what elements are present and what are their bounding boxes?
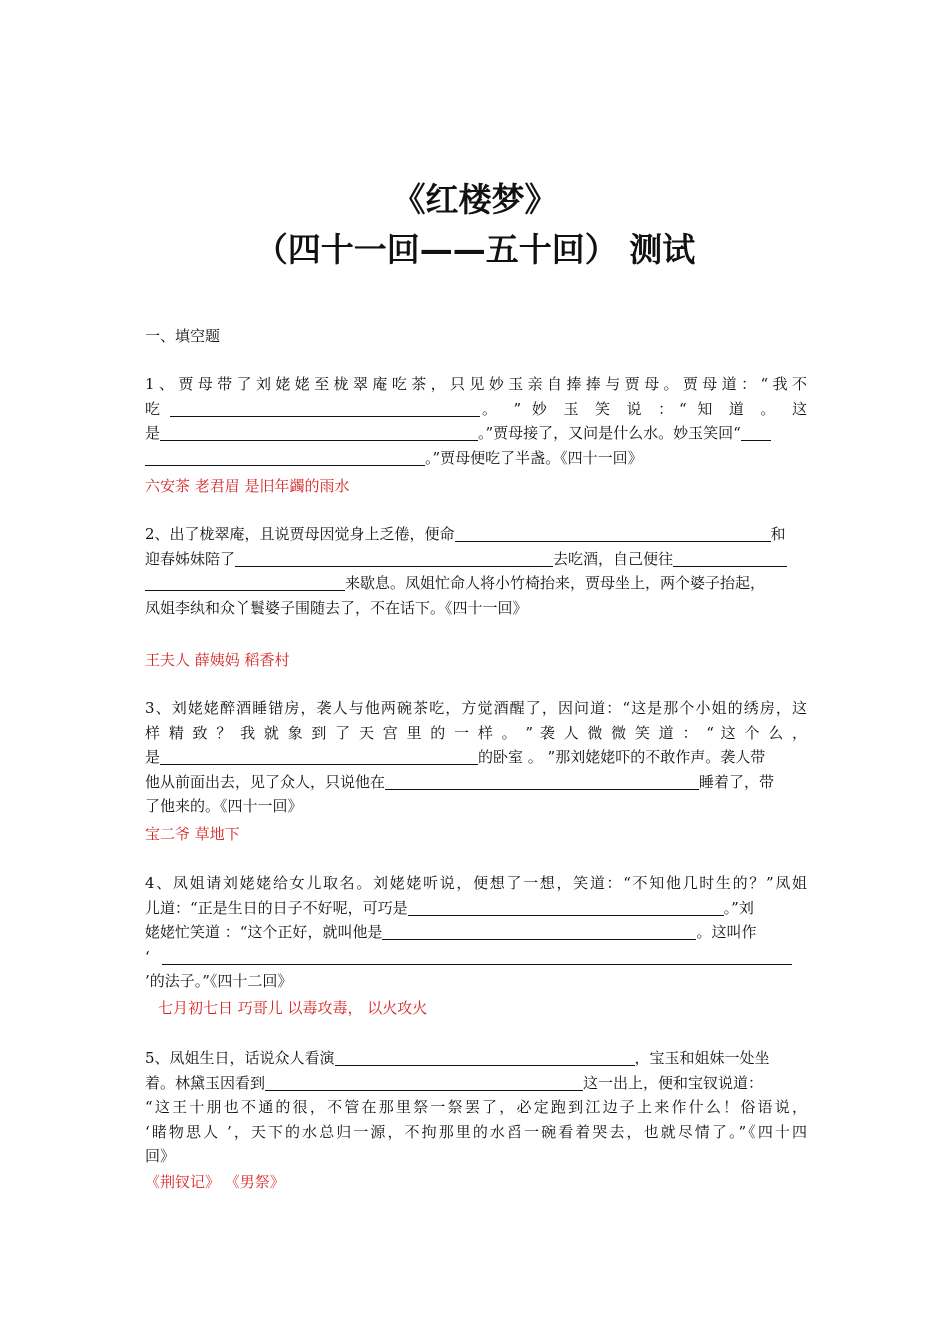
- question-text: 5、凤姐生日，话说众人看演: [145, 1049, 335, 1067]
- question-text: “这王十朋也不通的很，不管在那里祭一祭罢了，必定跑到江边子上来作什么！俗语说，: [145, 1098, 807, 1116]
- answer-key-2: 王夫人 薛姨妈 稻香村: [145, 651, 290, 669]
- question-text: ’的法子。”《四十二回》: [145, 972, 293, 990]
- question-text: 是: [145, 424, 161, 442]
- question-text: 了他来的。《四十一回》: [145, 797, 303, 815]
- answer-blank[interactable]: [673, 550, 787, 567]
- question-text: 儿道：“正是生日的日子不好呢，可巧是: [145, 898, 408, 917]
- question-text: 回》: [145, 1147, 176, 1165]
- question-text: 凤姐李纨和众丫鬟婆子围随去了，不在话下。《四十一回》: [145, 598, 528, 617]
- answer-blank[interactable]: [160, 424, 478, 441]
- answer-blank[interactable]: [160, 748, 478, 765]
- answer-blank[interactable]: [455, 525, 771, 542]
- title-line-1: 《红楼梦》: [392, 180, 558, 219]
- question-text: 1、贾母带了刘姥姥至栊翠庵吃茶，只见妙玉亲自捧捧与贾母。贾母道：“我不: [145, 375, 807, 393]
- answer-blank[interactable]: [235, 550, 553, 567]
- question-text: 他从前面出去，见了众人，只说他在: [145, 772, 386, 791]
- answer-blank[interactable]: [382, 923, 696, 940]
- answer-blank[interactable]: [145, 574, 345, 591]
- question-text: 姥姥忙笑道 ：“这个正好，就叫他是: [145, 923, 383, 941]
- section-heading: 一、填空题: [145, 327, 221, 345]
- question-text: 4、凤姐请刘姥姥给女儿取名。刘姥姥听说，便想了一想，笑道：“不知他几时生的？”凤姐: [145, 874, 807, 892]
- question-5: [145, 1046, 807, 1169]
- question-text: 。”刘: [723, 898, 754, 917]
- answer-blank[interactable]: [145, 449, 425, 466]
- question-text: 的卧室 。 ”那刘姥姥吓的不敢作声。袭人带: [478, 748, 766, 766]
- answer-key-5: 《荆钗记》 《男祭》: [145, 1173, 285, 1191]
- title-line-2: （四十一回——五十回） 测试: [254, 230, 696, 269]
- question-text: 2、出了栊翠庵，且说贾母因觉身上乏倦，便命: [145, 525, 455, 543]
- question-text: ‘: [145, 947, 150, 966]
- answer-key-1: 六安茶 老君眉 是旧年蠲的雨水: [145, 477, 350, 495]
- question-text: 睡着了，带: [699, 772, 775, 791]
- question-text: 着。林黛玉因看到: [145, 1073, 266, 1092]
- question-text: 去吃酒，自己便往: [553, 549, 674, 568]
- answer-blank[interactable]: [170, 400, 480, 417]
- question-text: ，宝玉和姐妹一处坐: [634, 1049, 770, 1067]
- answer-key-3: 宝二爷 草地下: [145, 825, 240, 843]
- question-text: 这一出上，便和宝钗说道：: [583, 1073, 764, 1092]
- question-text: 和: [770, 525, 786, 543]
- question-text: 样 精 致 ？ 我 就 象 到 了 天 宫 里 的 一 样 。 ” 袭 人 微 微 笑 道 ： “ 这 个 么 ，: [145, 723, 807, 742]
- answer-blank[interactable]: [408, 899, 724, 916]
- question-2: [145, 522, 807, 620]
- answer-blank[interactable]: [741, 424, 771, 441]
- question-text: ‘睹物思人 ’，天下的水总归一源，不拘那里的水舀一碗看着哭去，也就尽情了。”《四十四: [145, 1122, 807, 1141]
- question-text: 。这叫作: [696, 923, 757, 941]
- question-text: 迎春姊妹陪了: [145, 549, 236, 568]
- question-3: [145, 696, 807, 819]
- answer-blank[interactable]: [162, 948, 792, 965]
- answer-key-4: 七月初七日 巧哥儿 以毒攻毒， 以火攻火: [158, 999, 428, 1017]
- question-4: [145, 871, 807, 994]
- answer-blank[interactable]: [385, 773, 699, 790]
- question-text: 3、刘姥姥醉酒睡错房，袭人与他两碗茶吃，方觉酒醒了，因问道：“这是那个小姐的绣房，这: [145, 699, 807, 717]
- answer-blank[interactable]: [335, 1049, 635, 1066]
- question-text: 来歇息。凤姐忙命人将小竹椅抬来，贾母坐上，两个婆子抬起，: [345, 574, 766, 592]
- question-text: 。 ” 妙 玉 笑 说 ：“ 知 道 。 这: [482, 399, 807, 418]
- question-text: 是: [145, 748, 161, 766]
- question-text: 吃: [145, 399, 161, 418]
- question-1: [145, 372, 807, 470]
- question-text: 。”贾母接了，又问是什么水。妙玉笑回“: [478, 424, 741, 442]
- question-text: 。”贾母便吃了半盏。《四十一回》: [425, 448, 643, 467]
- answer-blank[interactable]: [265, 1074, 583, 1091]
